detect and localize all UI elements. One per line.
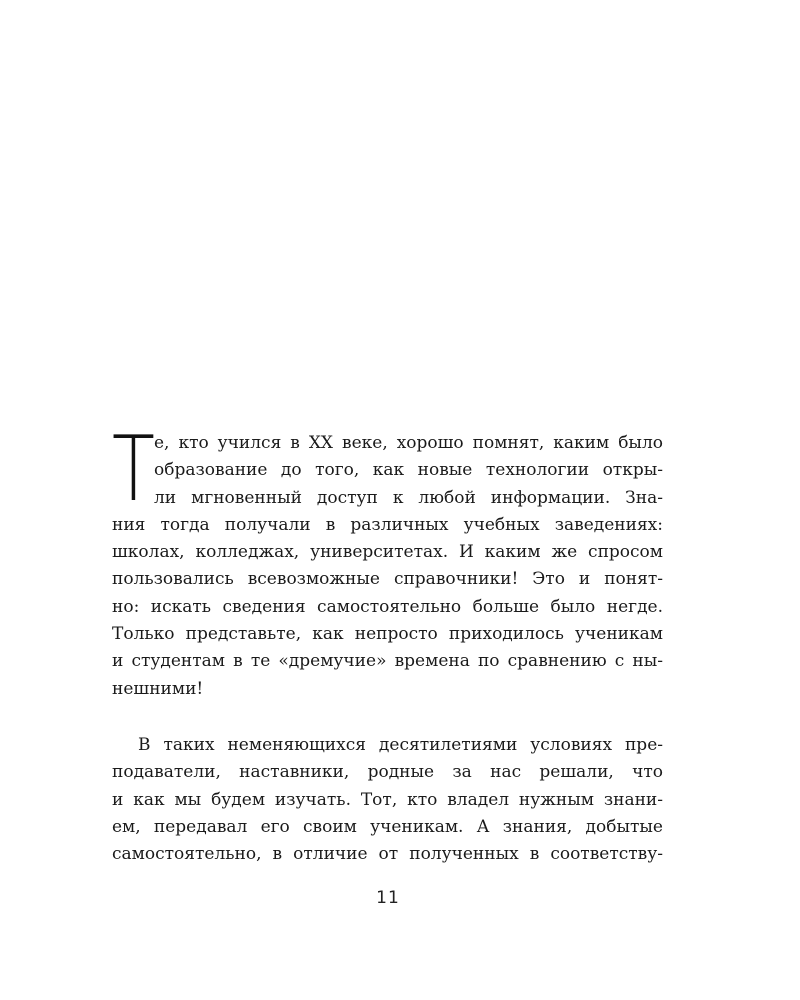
- paragraph-line: В таких неменяющихся десятилетиями условиях пре-: [138, 735, 663, 755]
- drop-cap: Т: [112, 417, 154, 522]
- paragraph-line: но: искать сведения самостоятельно больше было негде.: [112, 596, 663, 617]
- paragraph-2: [112, 732, 663, 868]
- paragraph-1: [112, 417, 663, 703]
- paragraph-line: и студентам в те «дремучие» времена по сравнению с ны-: [112, 651, 663, 672]
- paragraph-line: Только представьте, как непросто приходилось ученикам: [112, 624, 663, 645]
- paragraph-line: самостоятельно, в отличие от полученных в соответству-: [112, 844, 663, 865]
- paragraph-line: пользовались всевозможные справочники! Это и понят-: [112, 569, 663, 590]
- paragraph-line: ем, передавал его своим ученикам. А знания, добытые: [112, 816, 663, 837]
- paragraph-line: подаватели, наставники, родные за нас решали, что: [112, 762, 663, 783]
- paragraph-line: школах, колледжах, университетах. И каким же спросом: [112, 542, 663, 563]
- page-number: 11: [376, 888, 400, 908]
- paragraph-line: образование до того, как новые технологии откры-: [154, 460, 663, 481]
- paragraph-line: и как мы будем изучать. Тот, кто владел нужным знани-: [112, 789, 663, 810]
- paragraph-line: ли мгновенный доступ к любой информации. Зна-: [154, 487, 663, 508]
- paragraph-line: ния тогда получали в различных учебных заведениях:: [112, 514, 663, 535]
- paragraph-line: е, кто учился в XX веке, хорошо помнят, каким было: [154, 433, 663, 453]
- paragraph-line: нешними!: [112, 678, 204, 699]
